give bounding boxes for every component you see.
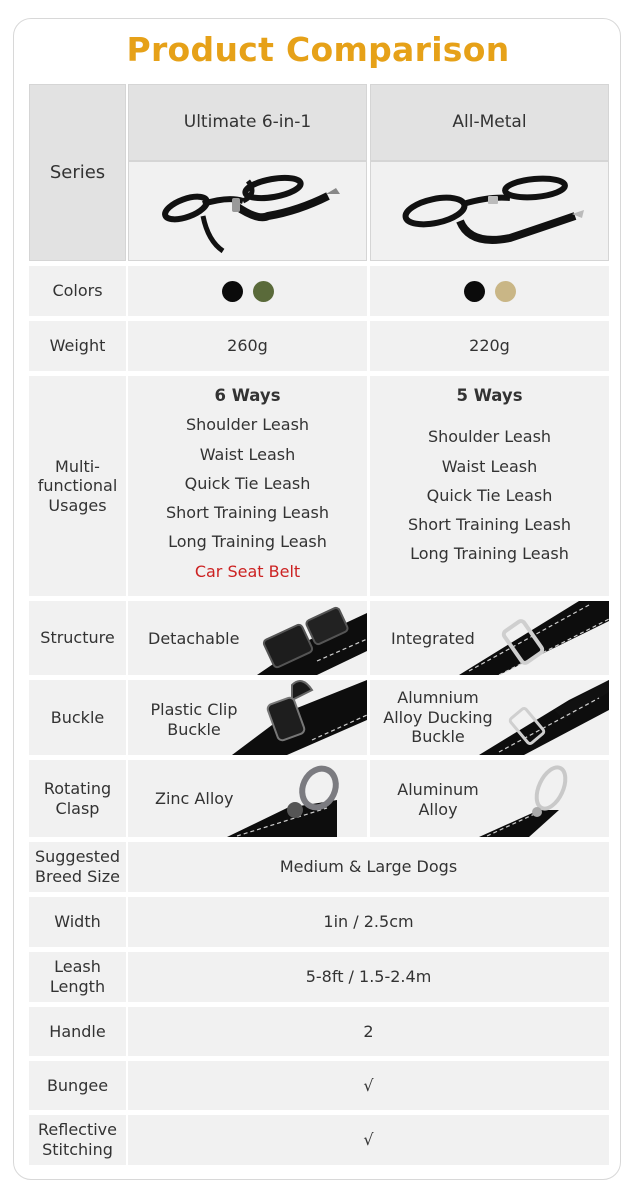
product1-leash-image <box>148 166 348 256</box>
series-label-cell <box>29 84 126 261</box>
page-title: Product Comparison <box>126 30 510 69</box>
length-label-line: Leash <box>54 957 101 977</box>
product1-buckle-value <box>148 700 240 739</box>
breed-label-line: Breed Size <box>35 867 120 886</box>
buckle-line: Buckle <box>411 727 465 747</box>
usage-item-highlight: Car Seat Belt <box>194 561 301 581</box>
product2-clasp-value <box>390 780 486 819</box>
usage-item: Shoulder Leash <box>185 415 310 435</box>
clasp-label-line: Rotating <box>43 778 112 798</box>
usages-label-cell <box>29 376 126 596</box>
product2-clasp-cell <box>370 760 609 837</box>
length-value-cell <box>128 952 609 1002</box>
buckle-line: Buckle <box>167 719 221 739</box>
usages-label-line: Usages <box>48 495 107 515</box>
buckle-line: Alloy Ducking <box>383 707 493 727</box>
length-label-line: Length <box>49 977 106 996</box>
width-value-cell <box>128 897 609 947</box>
weight-label-cell <box>29 321 126 371</box>
weight-label: Weight <box>49 336 106 356</box>
clasp-label-line: Clasp <box>55 798 100 818</box>
product1-weight: 260g <box>227 336 268 356</box>
product2-image-cell <box>370 161 609 261</box>
product2-colors-cell <box>370 266 609 316</box>
buckle-line: Plastic Clip <box>150 700 238 719</box>
product1-structure-cell <box>128 601 367 675</box>
width-label: Width <box>54 912 101 932</box>
color-swatch-tan <box>495 281 516 302</box>
buckle-label-cell <box>29 680 126 755</box>
product1-name: Ultimate 6-in-1 <box>183 112 312 133</box>
clasp-line: Alloy <box>418 799 458 819</box>
reflective-label-line: Reflective <box>38 1120 117 1140</box>
product2-structure-value: Integrated <box>391 629 475 648</box>
breed-value-cell <box>128 842 609 892</box>
length-value: 5-8ft / 1.5-2.4m <box>305 967 432 987</box>
length-label-cell <box>29 952 126 1002</box>
colors-label: Colors <box>52 281 103 301</box>
product1-image-cell <box>128 161 367 261</box>
plastic-clip-buckle-image <box>232 680 367 755</box>
breed-label-line: Suggested <box>34 847 121 867</box>
product2-buckle-cell <box>370 680 609 755</box>
structure-label: Structure <box>40 628 115 648</box>
reflective-label-cell <box>29 1115 126 1165</box>
width-value: 1in / 2.5cm <box>323 912 414 932</box>
aluminum-alloy-clasp-image <box>479 760 609 837</box>
product2-name-cell <box>370 84 609 161</box>
detachable-buckle-image <box>247 601 367 675</box>
product2-weight: 220g <box>469 336 510 356</box>
product2-usages-cell <box>370 376 609 596</box>
clasp-line: Aluminum <box>397 780 479 799</box>
bungee-value-cell <box>128 1061 609 1110</box>
usages-label-line: functional <box>37 476 118 496</box>
usage-item: Quick Tie Leash <box>426 485 553 505</box>
alloy-ducking-buckle-image <box>479 680 609 755</box>
color-swatch-olive <box>253 281 274 302</box>
zinc-alloy-clasp-image <box>227 760 367 837</box>
product2-usages-heading: 5 Ways <box>456 386 523 405</box>
product1-clasp-cell <box>128 760 367 837</box>
integrated-ring-image <box>459 601 609 675</box>
product1-structure-value: Detachable <box>148 629 240 648</box>
product1-colors-cell <box>128 266 367 316</box>
breed-value: Medium & Large Dogs <box>279 857 458 877</box>
handle-label: Handle <box>49 1021 106 1041</box>
usage-item: Long Training Leash <box>410 544 569 564</box>
bungee-label: Bungee <box>46 1075 109 1095</box>
product1-buckle-cell <box>128 680 367 755</box>
width-label-cell <box>29 897 126 947</box>
product2-leash-image <box>390 166 590 256</box>
reflective-label-line: Stitching <box>42 1140 113 1159</box>
usage-item: Long Training Leash <box>168 532 327 552</box>
product2-structure-cell <box>370 601 609 675</box>
handle-label-cell <box>29 1007 126 1056</box>
breed-label-cell <box>29 842 126 892</box>
product1-weight-cell <box>128 321 367 371</box>
colors-label-cell <box>29 266 126 316</box>
usage-item: Quick Tie Leash <box>184 473 311 493</box>
reflective-check: √ <box>363 1130 374 1150</box>
product2-weight-cell <box>370 321 609 371</box>
series-label: Series <box>49 161 106 183</box>
bungee-label-cell <box>29 1061 126 1110</box>
usage-item: Short Training Leash <box>166 503 329 523</box>
structure-label-cell <box>29 601 126 675</box>
product1-name-cell <box>128 84 367 161</box>
product2-name: All-Metal <box>452 112 527 133</box>
bungee-check: √ <box>363 1075 374 1095</box>
reflective-value-cell <box>128 1115 609 1165</box>
buckle-line: Alumnium <box>397 688 479 707</box>
handle-value: 2 <box>363 1021 374 1041</box>
usage-item: Waist Leash <box>441 456 538 476</box>
usage-item: Short Training Leash <box>408 515 571 535</box>
color-swatch-black <box>464 281 485 302</box>
product1-usages-cell <box>128 376 367 596</box>
color-swatch-black <box>222 281 243 302</box>
usages-label-line: Multi- <box>55 456 100 476</box>
product1-clasp-value: Zinc Alloy <box>155 789 234 808</box>
usage-item: Shoulder Leash <box>427 427 552 447</box>
clasp-label-cell <box>29 760 126 837</box>
handle-value-cell <box>128 1007 609 1056</box>
product1-usages-heading: 6 Ways <box>214 386 281 405</box>
buckle-label: Buckle <box>50 707 105 727</box>
usage-item: Waist Leash <box>199 444 296 464</box>
